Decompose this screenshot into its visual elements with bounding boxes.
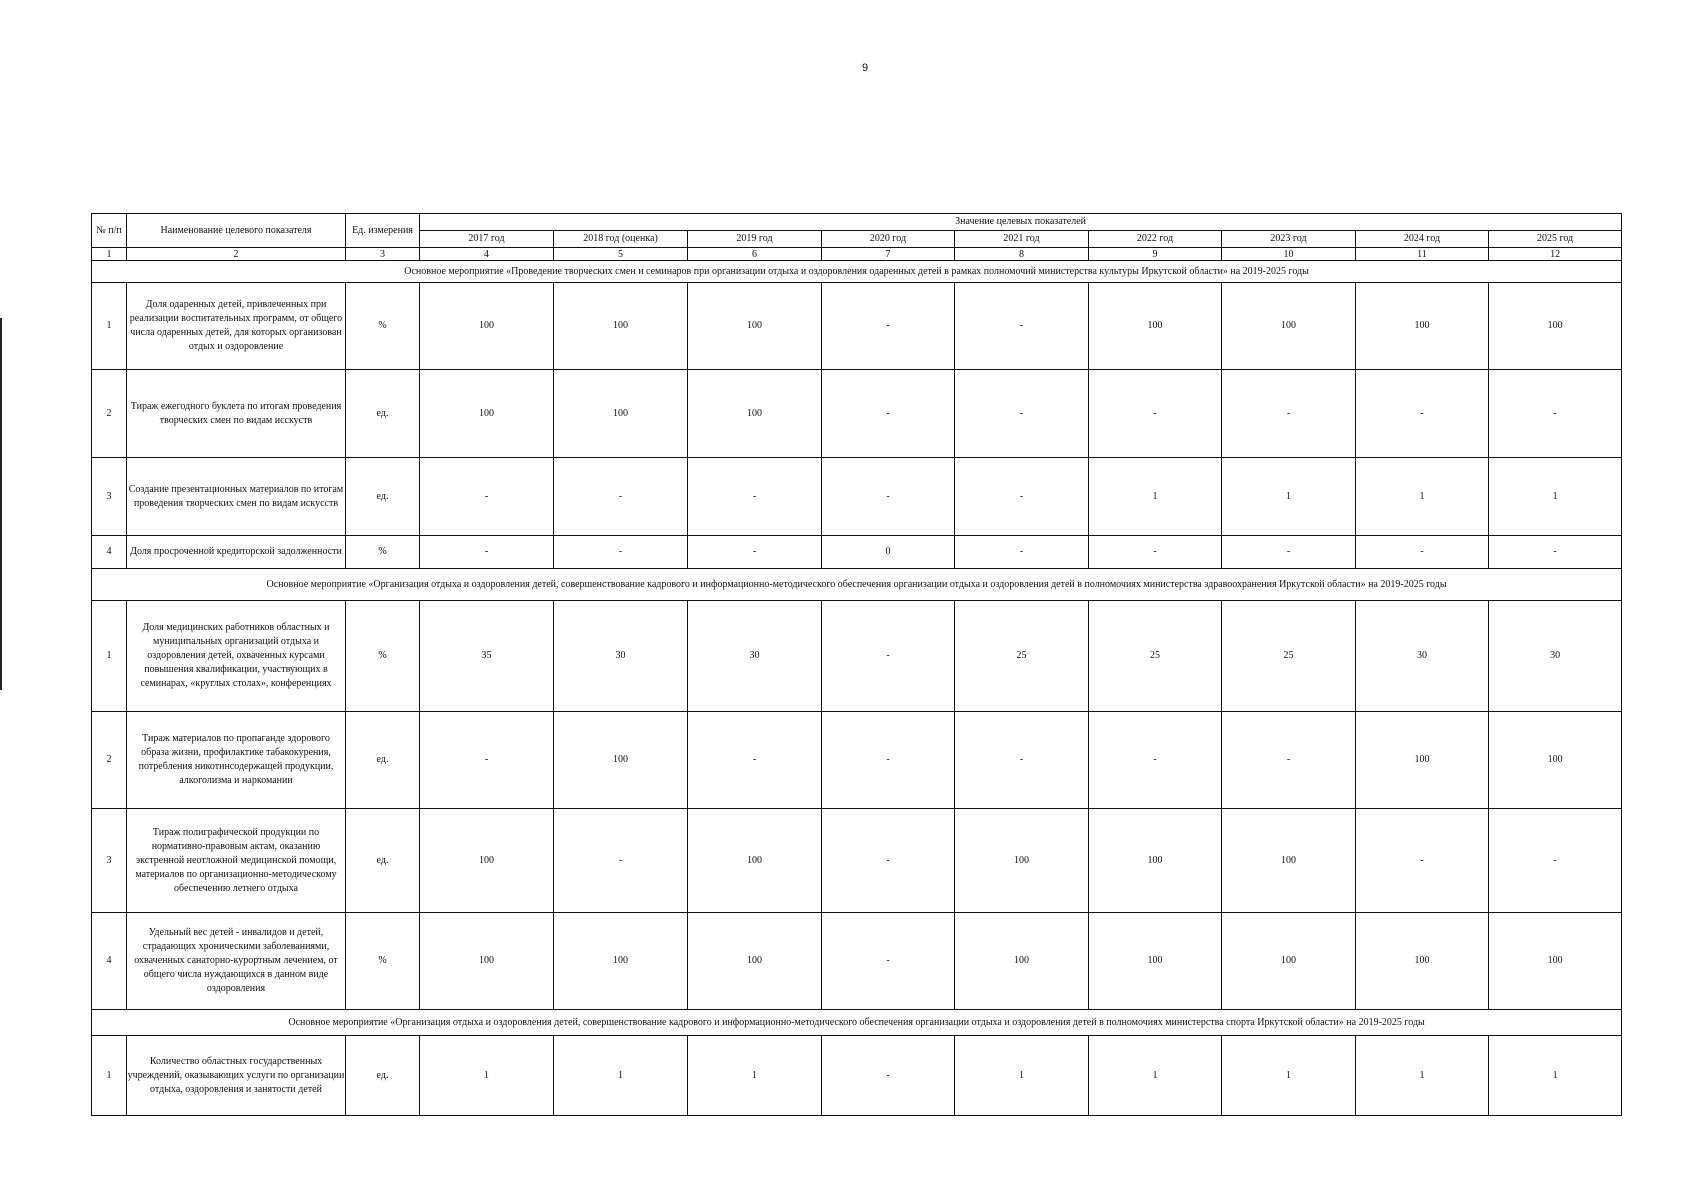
column-number: 7 [822,248,955,261]
header-year: 2023 год [1222,231,1356,248]
indicator-value: - [420,458,554,536]
indicator-value: - [688,458,822,536]
indicator-value: 100 [554,283,688,370]
indicator-value: 30 [1356,601,1489,712]
header-unit: Ед. измерения [346,214,420,248]
indicator-value: - [554,536,688,569]
indicator-name: Доля медицинских работников областных и муниципальных организаций отдыха и оздоровления детей, охваченных курсами повышения квалификации, участвующих в семинарах, «круглых столах», конференциях [127,601,346,712]
indicator-unit: ед. [346,458,420,536]
page-number: 9 [861,62,869,74]
table-row [92,913,1622,1010]
indicator-value: 100 [1356,712,1489,809]
indicator-value: 1 [688,1036,822,1116]
section-row [92,569,1622,601]
indicator-value: 100 [1089,913,1222,1010]
indicator-value: 1 [420,1036,554,1116]
row-number: 2 [92,712,127,809]
indicator-value: 1 [554,1036,688,1116]
indicator-unit: ед. [346,809,420,913]
indicator-name: Тираж материалов по пропаганде здорового образа жизни, профилактике табакокурения, потребления никотинсодержащей продукции, алкоголизма и наркомании [127,712,346,809]
indicator-value: - [955,458,1089,536]
indicator-value: 100 [1089,283,1222,370]
indicator-value: - [822,370,955,458]
indicator-value: - [955,283,1089,370]
indicator-value: 30 [1489,601,1622,712]
indicator-value: - [955,536,1089,569]
indicator-value: - [822,283,955,370]
indicator-value: 30 [554,601,688,712]
indicator-name: Доля просроченной кредиторской задолженности [127,536,346,569]
table-row [92,283,1622,370]
table-row [92,712,1622,809]
indicator-name: Создание презентационных материалов по итогам проведения творческих смен по видам искусств [127,458,346,536]
indicator-value: 100 [688,370,822,458]
indicator-value: - [1356,809,1489,913]
column-number: 2 [127,248,346,261]
header-year: 2025 год [1489,231,1622,248]
indicator-value: 100 [1222,913,1356,1010]
column-number: 10 [1222,248,1356,261]
indicator-value: - [1489,809,1622,913]
header-year: 2020 год [822,231,955,248]
indicator-value: 100 [1356,283,1489,370]
indicator-value: - [1356,536,1489,569]
indicator-value: - [554,458,688,536]
indicator-value: 100 [688,913,822,1010]
row-number: 1 [92,283,127,370]
indicator-value: - [1222,712,1356,809]
indicator-value: 100 [1356,913,1489,1010]
indicator-value: - [1356,370,1489,458]
header-year: 2018 год (оценка) [554,231,688,248]
indicator-value: - [1089,370,1222,458]
indicator-value: 1 [1356,458,1489,536]
header-num: № п/п [92,214,127,248]
indicator-value: 25 [1222,601,1356,712]
indicator-value: 100 [420,913,554,1010]
indicator-name: Тираж полиграфической продукции по нормативно-правовым актам, оказанию экстренной неотложной медицинской помощи, материалов по организационно-методическому обеспечению летнего отдыха [127,809,346,913]
indicator-value: - [1489,536,1622,569]
row-number: 1 [92,1036,127,1116]
header-year: 2024 год [1356,231,1489,248]
indicator-value: - [1089,536,1222,569]
indicator-value: 100 [955,913,1089,1010]
indicator-value: 100 [1089,809,1222,913]
section-row [92,261,1622,283]
indicator-unit: ед. [346,712,420,809]
indicator-unit: % [346,601,420,712]
indicator-value: 100 [1489,712,1622,809]
indicator-value: 0 [822,536,955,569]
header-values-group: Значение целевых показателей [420,214,1622,231]
indicator-value: 1 [1489,458,1622,536]
indicator-value: - [822,1036,955,1116]
indicator-value: 100 [554,913,688,1010]
indicator-value: - [1222,536,1356,569]
header-name: Наименование целевого показателя [127,214,346,248]
indicator-value: - [822,458,955,536]
indicator-value: 100 [554,712,688,809]
indicator-value: 1 [1222,1036,1356,1116]
row-number: 3 [92,809,127,913]
indicator-value: 100 [554,370,688,458]
indicator-value: 30 [688,601,822,712]
column-number: 1 [92,248,127,261]
indicator-value: - [955,370,1089,458]
table-row [92,536,1622,569]
indicator-value: - [822,809,955,913]
table-row [92,601,1622,712]
section-row [92,1010,1622,1036]
indicator-value: 1 [1089,1036,1222,1116]
indicator-name: Удельный вес детей - инвалидов и детей, страдающих хроническими заболеваниями, охваченных санаторно-курортным лечением, от общего числа нуждающихся в данном виде оздоровления [127,913,346,1010]
indicator-unit: ед. [346,1036,420,1116]
section-title: Основное мероприятие «Проведение творческих смен и семинаров при организации отдыха и оздоровления одаренных детей в рамках полномочий министерства культуры Иркутской области» на 2019-2025 годы [92,261,1622,283]
header-year: 2017 год [420,231,554,248]
column-number: 11 [1356,248,1489,261]
indicator-value: - [955,712,1089,809]
indicator-name: Тираж ежегодного буклета по итогам проведения творческих смен по видам исскуств [127,370,346,458]
indicator-name: Доля одаренных детей, привлеченных при реализации воспитательных программ, от общего числа одаренных детей, для которых организован отдых и оздоровление [127,283,346,370]
table-row [92,370,1622,458]
row-number: 3 [92,458,127,536]
indicator-unit: % [346,283,420,370]
indicator-value: - [1222,370,1356,458]
column-numbers-row [92,248,1622,261]
column-number: 12 [1489,248,1622,261]
indicator-value: - [688,712,822,809]
table-row [92,1036,1622,1116]
indicator-value: 35 [420,601,554,712]
column-number: 4 [420,248,554,261]
indicator-value: 100 [1222,283,1356,370]
column-number: 6 [688,248,822,261]
section-title: Основное мероприятие «Организация отдыха и оздоровления детей, совершенствование кадрового и информационно-методического обеспечения организации отдыха и оздоровления детей в полномочиях министерства здравоохранения Иркутской области» на 2019-2025 годы [92,569,1622,601]
indicator-value: - [822,712,955,809]
column-number: 3 [346,248,420,261]
row-number: 4 [92,913,127,1010]
indicator-value: 100 [420,370,554,458]
indicator-value: - [554,809,688,913]
indicator-value: - [688,536,822,569]
table-body [92,261,1622,1116]
indicator-value: 25 [1089,601,1222,712]
row-number: 2 [92,370,127,458]
indicator-unit: ед. [346,370,420,458]
indicator-value: 1 [1222,458,1356,536]
indicator-value: - [420,712,554,809]
indicator-value: 100 [1222,809,1356,913]
indicator-value: 1 [1356,1036,1489,1116]
indicator-value: - [1489,370,1622,458]
header-year: 2021 год [955,231,1089,248]
indicator-value: - [822,913,955,1010]
column-number: 9 [1089,248,1222,261]
target-indicators-table [91,213,1622,1116]
indicator-value: 1 [1489,1036,1622,1116]
indicator-unit: % [346,913,420,1010]
indicator-value: 25 [955,601,1089,712]
header-year: 2022 год [1089,231,1222,248]
indicator-value: 100 [688,809,822,913]
column-number: 8 [955,248,1089,261]
indicator-value: 1 [955,1036,1089,1116]
indicator-value: - [420,536,554,569]
binding-mark [0,318,2,690]
indicator-value: 100 [420,809,554,913]
table-row [92,809,1622,913]
indicator-value: 1 [1089,458,1222,536]
indicator-value: 100 [955,809,1089,913]
table-row [92,458,1622,536]
header-row [92,214,1622,231]
indicator-value: 100 [1489,913,1622,1010]
header-year: 2019 год [688,231,822,248]
indicator-name: Количество областных государственных учреждений, оказывающих услуги по организации отдыха, оздоровления и занятости детей [127,1036,346,1116]
column-number: 5 [554,248,688,261]
row-number: 1 [92,601,127,712]
row-number: 4 [92,536,127,569]
indicator-value: 100 [420,283,554,370]
section-title: Основное мероприятие «Организация отдыха и оздоровления детей, совершенствование кадрового и информационно-методического обеспечения организации отдыха и оздоровления детей в полномочиях министерства спорта Иркутской области» на 2019-2025 годы [92,1010,1622,1036]
indicator-unit: % [346,536,420,569]
indicator-value: - [1089,712,1222,809]
indicator-value: - [822,601,955,712]
indicator-value: 100 [688,283,822,370]
indicator-value: 100 [1489,283,1622,370]
